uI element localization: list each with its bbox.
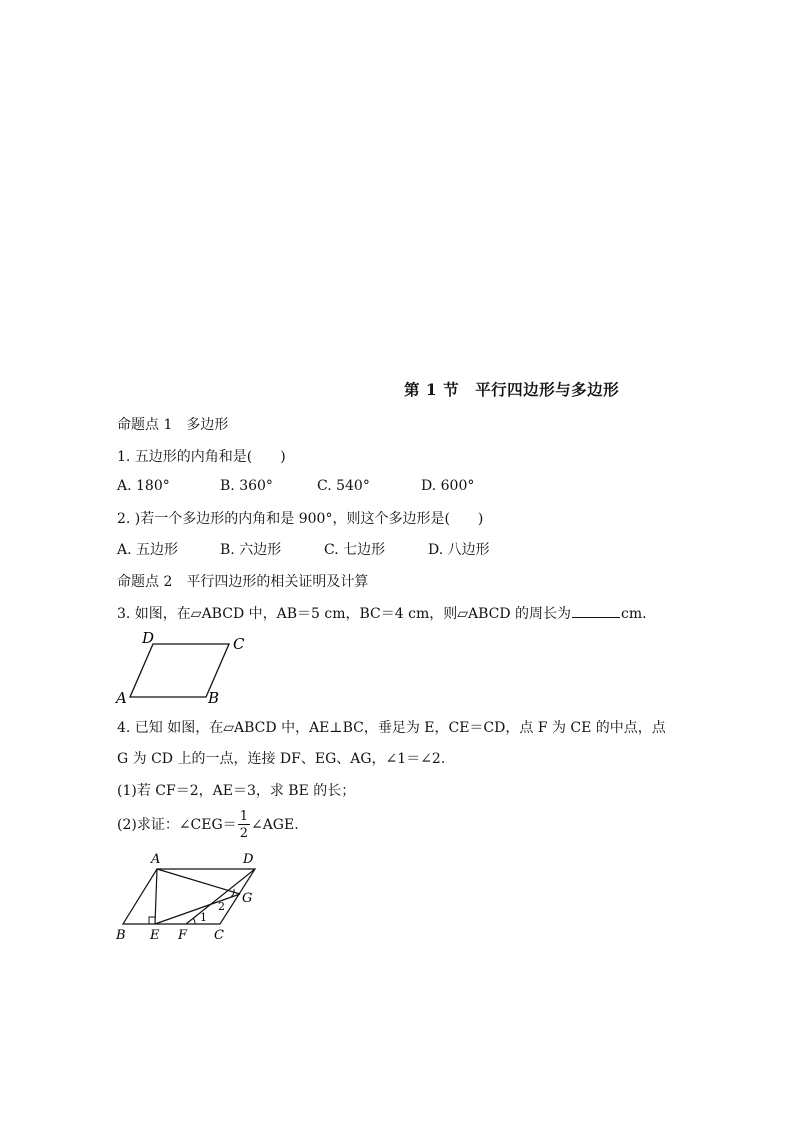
question-3-stem: 3. 如图，在▱ABCD 中，AB＝5 cm，BC＝4 cm，则▱ABCD 的周长为	[117, 606, 572, 622]
segment-eg	[155, 894, 240, 924]
figure-parallelogram-q3	[110, 628, 260, 708]
parallelogram-abcd	[123, 869, 255, 924]
option-d: D. 600°	[421, 478, 475, 494]
option-a: A. 五边形	[117, 542, 179, 558]
question-3-text	[117, 603, 647, 623]
angle-label-1: 1	[200, 911, 207, 924]
option-d: D. 八边形	[428, 542, 490, 558]
angle-1-arc	[193, 918, 195, 924]
fraction-numerator: 1	[239, 809, 248, 824]
vertex-label-b: B	[208, 689, 220, 707]
vertex-label-c: C	[233, 635, 245, 653]
vertex-label-f: F	[178, 928, 188, 943]
topic-heading-2: 命题点 2 平行四边形的相关证明及计算	[117, 574, 369, 590]
segment-ae	[155, 869, 157, 924]
vertex-label-c: C	[214, 928, 224, 943]
section-title: 第 1 节 平行四边形与多边形	[404, 380, 620, 399]
fraction-one-half	[238, 810, 250, 840]
option-c: C. 七边形	[324, 542, 386, 558]
question-4-part-2	[117, 805, 299, 845]
option-a: A. 180°	[117, 478, 170, 494]
vertex-label-g: G	[242, 891, 253, 906]
question-4-line-1: 4. 已知 如图，在▱ABCD 中，AE⊥BC，垂足为 E，CE＝CD，点 F 为 CE 的中点，点	[117, 720, 666, 736]
vertex-label-e: E	[150, 928, 160, 943]
part-2-prefix: (2)求证：∠CEG＝	[117, 817, 237, 833]
question-4-part-1: (1)若 CF＝2，AE＝3，求 BE 的长；	[117, 783, 356, 799]
answer-blank	[572, 605, 620, 618]
part-2-suffix: ∠AGE.	[250, 817, 299, 833]
question-2-options	[117, 539, 490, 559]
vertex-label-a: A	[116, 689, 127, 707]
option-c: C. 540°	[317, 478, 370, 494]
question-3-unit: cm.	[621, 606, 647, 622]
vertex-label-b: B	[116, 928, 126, 943]
question-1-text: 1. 五边形的内角和是( )	[117, 449, 286, 465]
option-b: B. 360°	[220, 478, 273, 494]
vertex-label-d: D	[142, 629, 155, 647]
question-2-text: 2. )若一个多边形的内角和是 900°，则这个多边形是( )	[117, 511, 484, 527]
topic-heading-1: 命题点 1 多边形	[117, 417, 229, 433]
option-b: B. 六边形	[220, 542, 282, 558]
vertex-label-a: A	[151, 852, 161, 867]
question-1-options	[117, 478, 474, 494]
figure-parallelogram-q4	[110, 848, 270, 946]
question-4-line-2: G 为 CD 上的一点，连接 DF、EG、AG，∠1＝∠2.	[117, 751, 446, 767]
angle-label-2: 2	[218, 900, 225, 913]
right-angle-mark	[149, 917, 155, 924]
vertex-label-d: D	[243, 852, 254, 867]
fraction-denominator: 2	[239, 826, 248, 841]
